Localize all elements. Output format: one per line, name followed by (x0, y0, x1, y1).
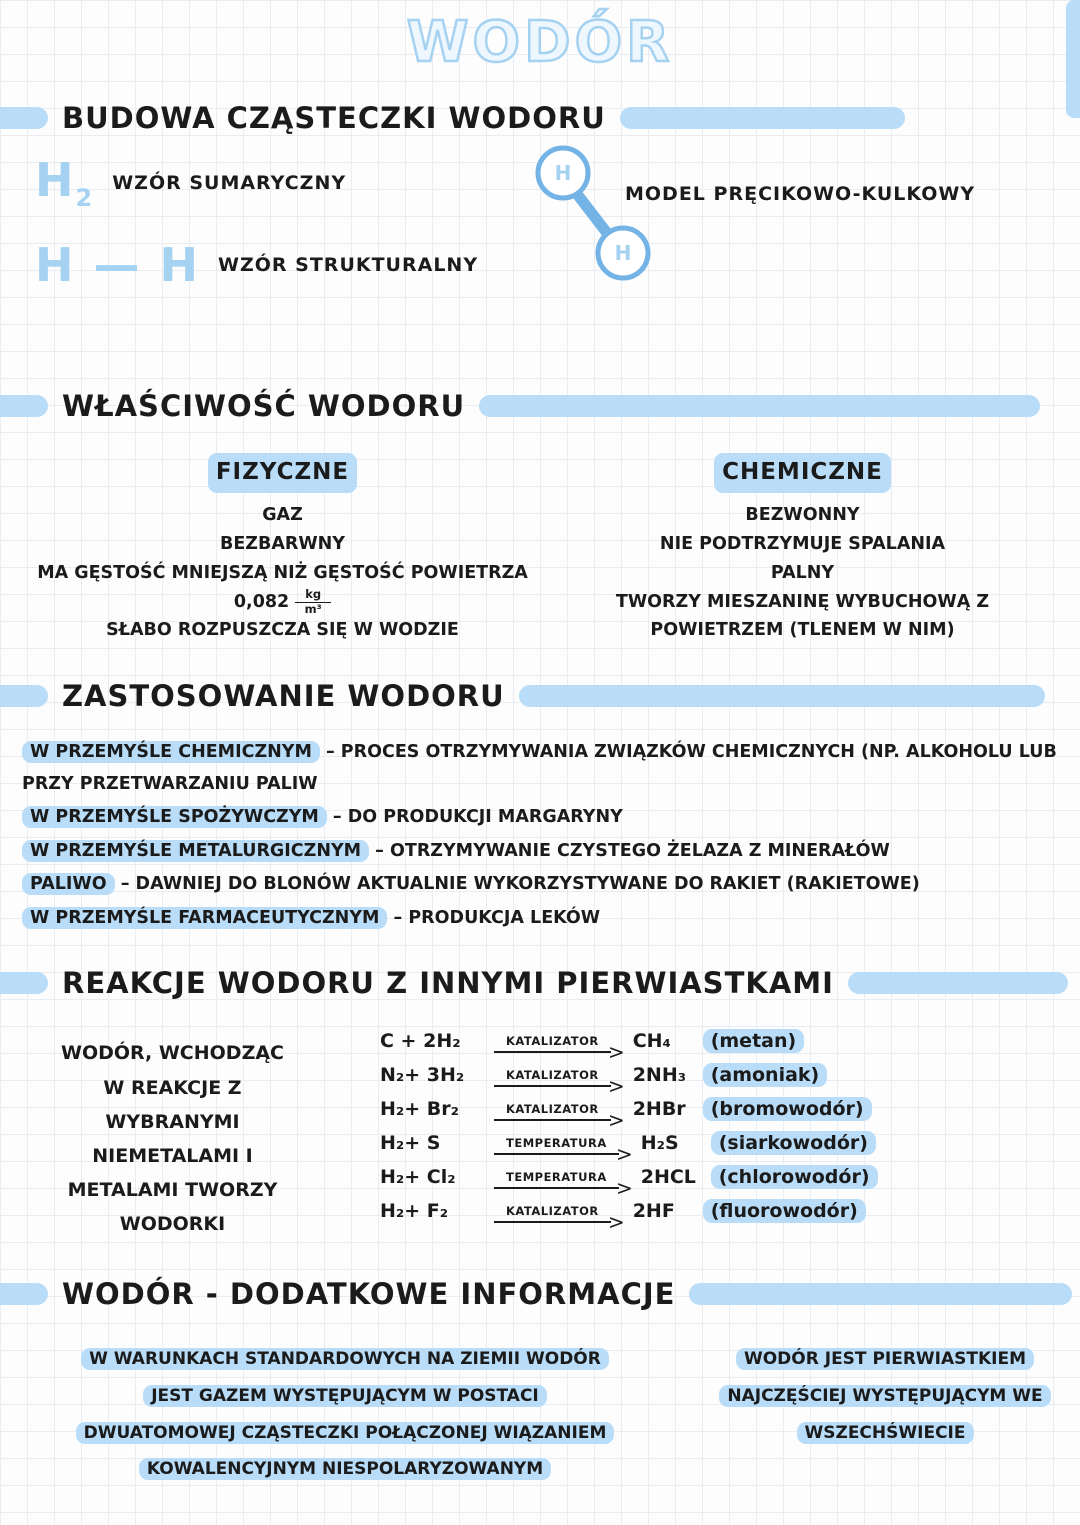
section-header-budowa (0, 101, 1080, 135)
chemical-item: PALNY (770, 562, 835, 583)
header-bar-right (519, 685, 1045, 707)
formula-h2: $H_2$ (35, 153, 95, 213)
header-bar-right (620, 107, 905, 129)
header-bar-left (0, 107, 48, 129)
equation-row: H₂+ Cl₂ TEMPERATURA > 2HCL (chlorowodór) (380, 1164, 1080, 1189)
physical-properties (0, 453, 565, 645)
product-name: (chlorowodór) (711, 1165, 878, 1189)
chemical-item: NIE PODTRZYMUJE SPALANIA (659, 533, 946, 554)
header-bar-left (0, 1283, 48, 1305)
section-header-reakcje (0, 966, 1080, 1000)
formula-h-h: H — H (35, 238, 201, 293)
physical-item: MA GĘSTOŚĆ MNIEJSZĄ NIŻ GĘSTOŚĆ POWIETRZA (37, 562, 528, 583)
reactions-block (0, 1028, 1080, 1241)
chemical-title: CHEMICZNE (714, 453, 891, 493)
chemical-item: BEZWONNY (745, 504, 860, 525)
product-name: (bromowodór) (703, 1097, 872, 1121)
use-item: W PRZEMYŚLE FARMACEUTYCZNYM – PRODUKCJA LEKÓW (22, 903, 1058, 935)
use-tag: W PRZEMYŚLE CHEMICZNYM (22, 741, 320, 763)
section-title: ZASTOSOWANIE WODORU (62, 679, 505, 714)
extra-info (0, 1341, 1080, 1487)
use-item: W PRZEMYŚLE CHEMICZNYM – PROCES OTRZYMYWANIA ZWIĄZKÓW CHEMICZNYCH (NP. ALKOHOLU LUB PRZY PRZETWARZANIU PALIW (22, 742, 1057, 794)
header-bar-right (848, 972, 1068, 994)
equation-row: H₂+ S TEMPERATURA > H₂S (siarkowodór) (380, 1130, 1080, 1155)
use-item: W PRZEMYŚLE METALURGICZNYM – OTRZYMYWANIE CZYSTEGO ŻELAZA Z MINERAŁÓW (22, 836, 1058, 868)
svg-text:H: H (614, 241, 632, 265)
use-item: W PRZEMYŚLE SPOŻYWCZYM – DO PRODUKCJI MARGARYNY (22, 802, 1058, 834)
physical-item: SŁABO ROZPUSZCZA SIĘ W WODZIE (106, 620, 459, 641)
svg-text:H: H (554, 161, 572, 185)
reaction-arrow: TEMPERATURA > (494, 1130, 629, 1155)
budowa-content (0, 153, 1080, 363)
chemical-item: POWIETRZEM (TLENEM W NIM) (650, 620, 955, 641)
chemical-item: TWORZY MIESZANINĘ WYBUCHOWĄ Z (615, 591, 990, 612)
header-bar-left (0, 395, 48, 417)
product-name: (siarkowodór) (711, 1131, 876, 1155)
model-label: MODEL PRĘCIKOWO-KULKOWY (625, 183, 976, 205)
section-header-dodatkowe (0, 1277, 1080, 1311)
extra-info-left: W WARUNKACH STANDARDOWYCH NA ZIEMII WODÓR JEST GAZEM WYSTĘPUJĄCYM W POSTACI DWUATOMOWEJ CZĄSTECZKI POŁĄCZONEJ WIĄZANIEM KOWALENCYJNYM NIESPOLARYZOWANYM (0, 1341, 690, 1487)
header-bar-left (0, 972, 48, 994)
physical-title: FIZYCZNE (208, 453, 357, 493)
reaction-arrow: KATALIZATOR > (494, 1062, 621, 1087)
section-header-zastosowanie (0, 679, 1080, 713)
density-value: 0,082 (233, 591, 290, 612)
product-name: (metan) (703, 1029, 804, 1053)
section-title: WŁAŚCIWOŚĆ WODORU (62, 389, 466, 423)
section-title: WODÓR - DODATKOWE INFORMACJE (62, 1277, 676, 1312)
struct-formula-label: WZÓR STRUKTURALNY (218, 254, 479, 277)
product-name: (fluorowodór) (703, 1199, 866, 1223)
use-tag: W PRZEMYŚLE FARMACEUTYCZNYM (22, 907, 387, 929)
reaction-arrow: KATALIZATOR > (494, 1028, 621, 1053)
section-title: REAKCJE WODORU Z INNYMI PIERWIASTKAMI (62, 966, 834, 1001)
reaction-arrow: KATALIZATOR > (494, 1096, 621, 1121)
reactions-description: WODÓR, WCHODZĄC W REAKCJE Z WYBRANYMI NIEMETALAMI I METALAMI TWORZY WODORKI (61, 1042, 284, 1236)
section-title: BUDOWA CZĄSTECZKI WODORU (62, 101, 606, 135)
density-unit: $\frac{kg}{\text{m³}}$ (295, 588, 331, 615)
density-row (0, 588, 565, 617)
physical-item: BEZBARWNY (220, 533, 345, 554)
equation-row: C + 2H₂ KATALIZATOR > CH₄ (metan) (380, 1028, 1080, 1053)
page-title: WODÓR (406, 10, 674, 75)
ball-stick-model (525, 141, 670, 295)
equation-row: N₂+ 3H₂ KATALIZATOR > 2NH₃ (amoniak) (380, 1062, 1080, 1087)
extra-info-right: WODÓR JEST PIERWIASTKIEM NAJCZĘŚCIEJ WYSTĘPUJĄCYM WE WSZECHŚWIECIE (690, 1341, 1080, 1487)
product-name: (amoniak) (703, 1063, 828, 1087)
uses-list (0, 737, 1080, 934)
equation-row: H₂+ Br₂ KATALIZATOR > 2HBr (bromowodór) (380, 1096, 1080, 1121)
properties-columns (0, 453, 1080, 645)
section-header-wlasciwosc (0, 389, 1080, 423)
chemical-properties (565, 453, 1040, 645)
reaction-arrow: KATALIZATOR > (494, 1198, 621, 1223)
use-tag: PALIWO (22, 873, 115, 895)
header-bar-left (0, 685, 48, 707)
use-tag: W PRZEMYŚLE METALURGICZNYM (22, 840, 369, 862)
physical-item: GAZ (262, 504, 303, 525)
header-bar-right (479, 395, 1040, 417)
reaction-arrow: TEMPERATURA > (494, 1164, 629, 1189)
header-bar-right (689, 1283, 1072, 1305)
equation-row: H₂+ F₂ KATALIZATOR > 2HF (fluorowodór) (380, 1198, 1080, 1223)
use-item: PALIWO – DAWNIEJ DO BLONÓW AKTUALNIE WYKORZYSTYWANE DO RAKIET (RAKIETOWE) (22, 869, 1058, 901)
use-tag: W PRZEMYŚLE SPOŻYWCZYM (22, 806, 327, 828)
decorative-edge-bar (1066, 0, 1080, 118)
reactions-equations (345, 1028, 1080, 1241)
sum-formula-label: WZÓR SUMARYCZNY (112, 171, 347, 194)
